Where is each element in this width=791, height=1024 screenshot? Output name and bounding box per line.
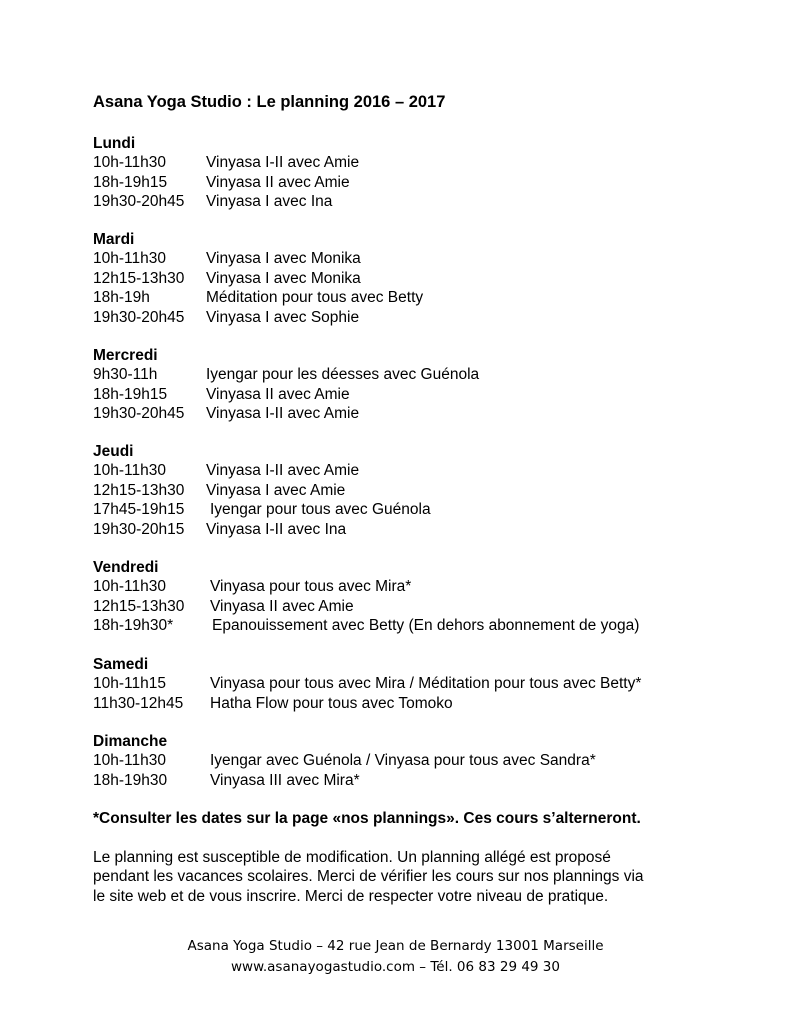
schedule-row [93,461,431,480]
schedule-row [93,616,639,635]
schedule-row [93,192,359,211]
class-time: 18h-19h30* [93,617,174,635]
class-time: 10h-11h30 [93,250,166,268]
class-time: 17h45-19h15 [93,501,185,519]
class-time: 18h-19h30 [93,771,168,789]
schedule-row [93,481,431,500]
page-title: Asana Yoga Studio : Le planning 2016 – 2017 [93,93,446,111]
class-time: 10h-11h30 [93,578,166,596]
class-name: Vinyasa I avec Sophie [206,308,360,326]
day-block-lundi [93,134,359,212]
class-name: Vinyasa II avec Amie [206,173,350,191]
class-name: Iyengar pour tous avec Guénola [210,501,431,519]
day-block-mardi [93,230,423,327]
class-time: 12h15-13h30 [93,481,185,499]
schedule-row [93,597,639,616]
class-time: 18h-19h15 [93,173,168,191]
schedule-row [93,751,596,770]
class-name: Vinyasa I avec Ina [206,193,333,211]
class-time: 19h30-20h15 [93,520,185,538]
day-heading: Lundi [93,135,136,152]
class-name: Vinyasa I avec Monika [206,269,361,287]
class-time: 19h30-20h45 [93,308,185,326]
day-heading: Vendredi [93,559,159,576]
info-line: Le planning est susceptible de modification. Un planning allégé est proposé [93,849,611,866]
schedule-row [93,269,423,288]
schedule-row [93,520,431,539]
footer-address: Asana Yoga Studio – 42 rue Jean de Bernardy 13001 Marseille [187,938,604,954]
schedule-row [93,500,431,519]
page-footer [0,936,791,978]
class-name: Vinyasa I-II avec Amie [206,154,360,172]
day-heading: Mercredi [93,347,158,364]
day-heading: Jeudi [93,443,134,460]
class-name: Vinyasa I-II avec Amie [206,462,360,480]
day-block-dimanche [93,732,596,790]
day-heading: Samedi [93,656,149,673]
class-name: Vinyasa I avec Monika [206,250,361,268]
class-time: 12h15-13h30 [93,269,185,287]
class-name: Méditation pour tous avec Betty [206,289,424,307]
schedule-row [93,674,641,693]
class-time: 10h-11h30 [93,462,166,480]
day-block-vendredi [93,558,639,636]
schedule-row [93,385,479,404]
class-time: 10h-11h30 [93,752,166,770]
class-time: 11h30-12h45 [93,694,184,712]
class-name: Vinyasa III avec Mira* [210,771,360,789]
class-name: Vinyasa pour tous avec Mira* [210,578,412,596]
info-line: le site web et de vous inscrire. Merci de respecter votre niveau de pratique. [93,887,609,905]
day-heading: Mardi [93,231,135,248]
class-name: Vinyasa I-II avec Amie [206,405,360,423]
schedule-row [93,288,423,307]
schedule-row [93,173,359,192]
footer-contact: www.asanayogastudio.com – Tél. 06 83 29 49 30 [230,959,560,975]
class-time: 19h30-20h45 [93,193,185,211]
schedule-row [93,308,423,327]
day-block-mercredi [93,346,479,424]
schedule-row [93,365,479,384]
schedule-row [93,404,479,423]
info-paragraph [93,848,713,906]
schedule-row [93,694,641,713]
class-name: Hatha Flow pour tous avec Tomoko [210,694,453,712]
schedule-row [93,771,596,790]
class-name: Vinyasa pour tous avec Mira / Méditation pour tous avec Betty* [210,675,642,693]
schedule-row [93,153,359,172]
class-name: Epanouissement avec Betty (En dehors abonnement de yoga) [212,617,640,635]
class-name: Vinyasa I avec Amie [206,481,346,499]
class-name: Vinyasa II avec Amie [206,385,350,403]
schedule-row [93,577,639,596]
class-name: Iyengar pour les déesses avec Guénola [206,366,480,384]
class-time: 12h15-13h30 [93,597,185,615]
class-time: 18h-19h [93,289,150,307]
class-time: 19h30-20h45 [93,405,185,423]
day-heading: Dimanche [93,733,168,750]
class-name: Vinyasa I-II avec Ina [206,520,347,538]
class-time: 18h-19h15 [93,385,168,403]
class-time: 9h30-11h [93,366,158,384]
class-time: 10h-11h30 [93,154,166,172]
schedule-note: *Consulter les dates sur la page «nos plannings». Ces cours s’alterneront. [93,810,641,827]
class-name: Iyengar avec Guénola / Vinyasa pour tous avec Sandra* [210,752,596,770]
day-block-samedi [93,655,641,713]
info-line: pendant les vacances scolaires. Merci de vérifier les cours sur nos plannings via [93,868,644,886]
day-block-jeudi [93,442,431,539]
class-time: 10h-11h15 [93,675,166,693]
class-name: Vinyasa II avec Amie [210,597,354,615]
schedule-row [93,249,423,268]
